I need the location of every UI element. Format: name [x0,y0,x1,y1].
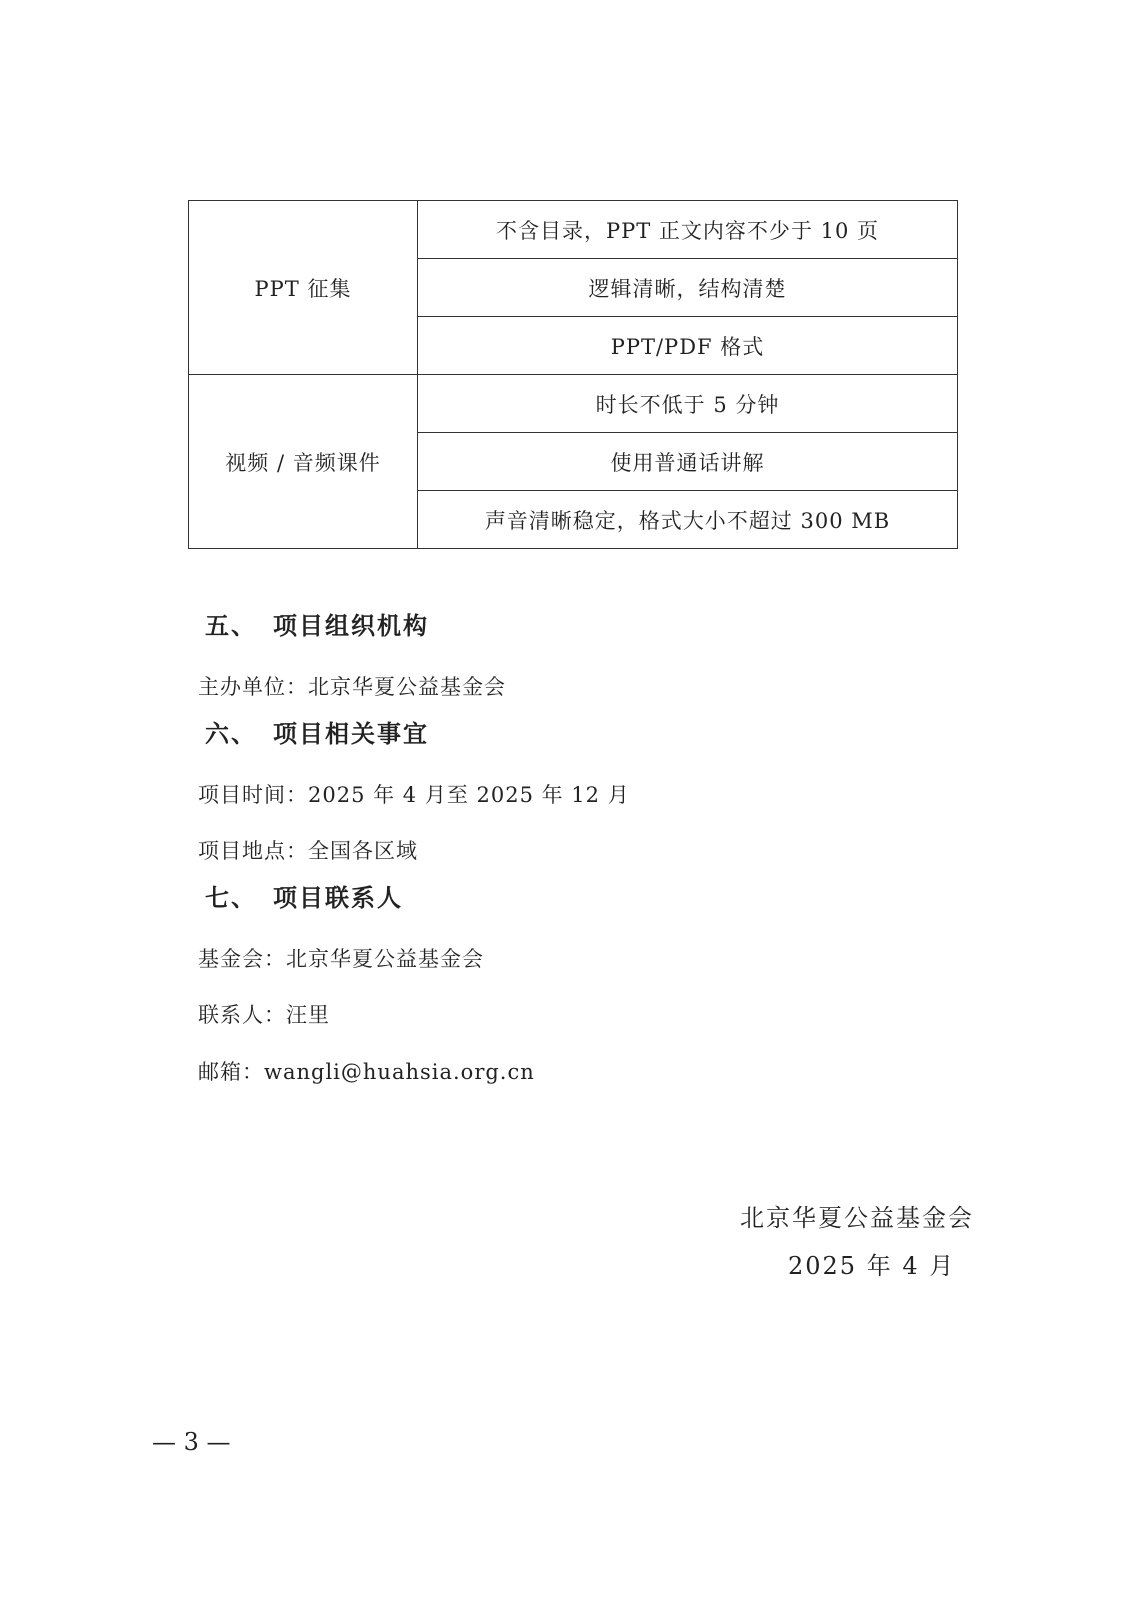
page-number: — 3 — [152,1428,231,1456]
section-heading-contact [205,878,403,913]
requirement-cell: 不含目录，PPT 正文内容不少于 10 页 [418,201,958,259]
requirement-cell: 时长不低于 5 分钟 [418,375,958,433]
section-heading-organization [205,606,429,641]
requirements-table [188,200,958,549]
requirement-cell: 使用普通话讲解 [418,433,958,491]
organizer-line: 主办单位：北京华夏公益基金会 [198,675,506,699]
table-row [189,201,958,259]
project-location-line: 项目地点：全国各区域 [198,839,418,863]
section-heading-matters [205,714,429,749]
table-row [189,375,958,433]
email-line: 邮箱：wangli@huahsia.org.cn [198,1060,535,1084]
section-title: 项目联系人 [273,884,403,912]
section-title: 项目相关事宜 [273,720,429,748]
contact-person-line: 联系人：汪里 [198,1003,330,1027]
signature-date: 2025 年 4 月 [788,1252,956,1280]
signature-organization: 北京华夏公益基金会 [740,1204,974,1232]
category-cell-ppt: PPT 征集 [189,201,418,375]
foundation-line: 基金会：北京华夏公益基金会 [198,947,484,971]
requirement-cell: PPT/PDF 格式 [418,317,958,375]
category-cell-video-audio: 视频 / 音频课件 [189,375,418,549]
section-number: 七、 [205,884,257,912]
section-number: 六、 [205,720,257,748]
section-title: 项目组织机构 [273,612,429,640]
requirement-cell: 声音清晰稳定，格式大小不超过 300 MB [418,491,958,549]
project-time-line: 项目时间：2025 年 4 月至 2025 年 12 月 [198,783,630,807]
requirement-cell: 逻辑清晰，结构清楚 [418,259,958,317]
section-number: 五、 [205,612,257,640]
